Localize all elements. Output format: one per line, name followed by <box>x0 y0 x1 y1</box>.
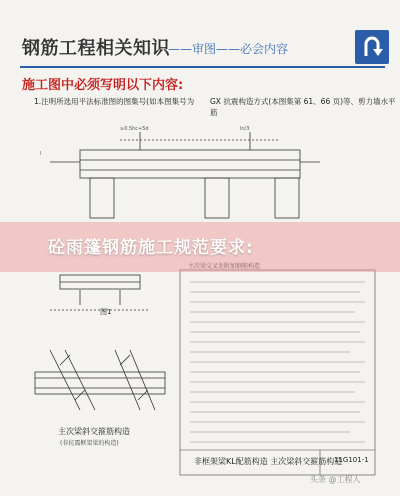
caption-left: 主次梁斜交箍筋构造 <box>58 427 130 436</box>
note-right: GX 抗震构造方式(本图集第 61、66 页)等、剪力墙水平筋 <box>210 97 396 117</box>
page-subtitle: ——审图——必会内容 <box>168 42 289 56</box>
caption-left-sub: (非抗震框架梁的构造) <box>60 440 119 447</box>
beam-label: 主次梁交叉处附加钢筋构造 <box>188 263 261 270</box>
section-heading: 施工图中必须写明以下内容: <box>22 78 184 93</box>
header-divider <box>20 66 385 68</box>
watermark: 头条 @工程人 <box>310 475 361 484</box>
page-title: 钢筋工程相关知识 <box>22 38 170 59</box>
return-arrow-icon[interactable] <box>355 30 389 64</box>
svg-text:≥0.5hc+5d: ≥0.5hc+5d <box>120 126 149 132</box>
banner-title: 砼雨篷钢筋施工规范要求: <box>48 238 254 258</box>
title-block-label: 非框架梁KL配筋构造 主次梁斜交箍筋构造 <box>194 457 343 466</box>
svg-text:ln/3: ln/3 <box>240 126 250 132</box>
title-block-code: 11G101-1 <box>334 456 369 464</box>
figure-label: 图1 <box>100 308 112 316</box>
svg-text:l: l <box>40 151 42 157</box>
note-left: 1.注明所选用平法标准图的图集号(如本图集号为 <box>34 97 195 106</box>
